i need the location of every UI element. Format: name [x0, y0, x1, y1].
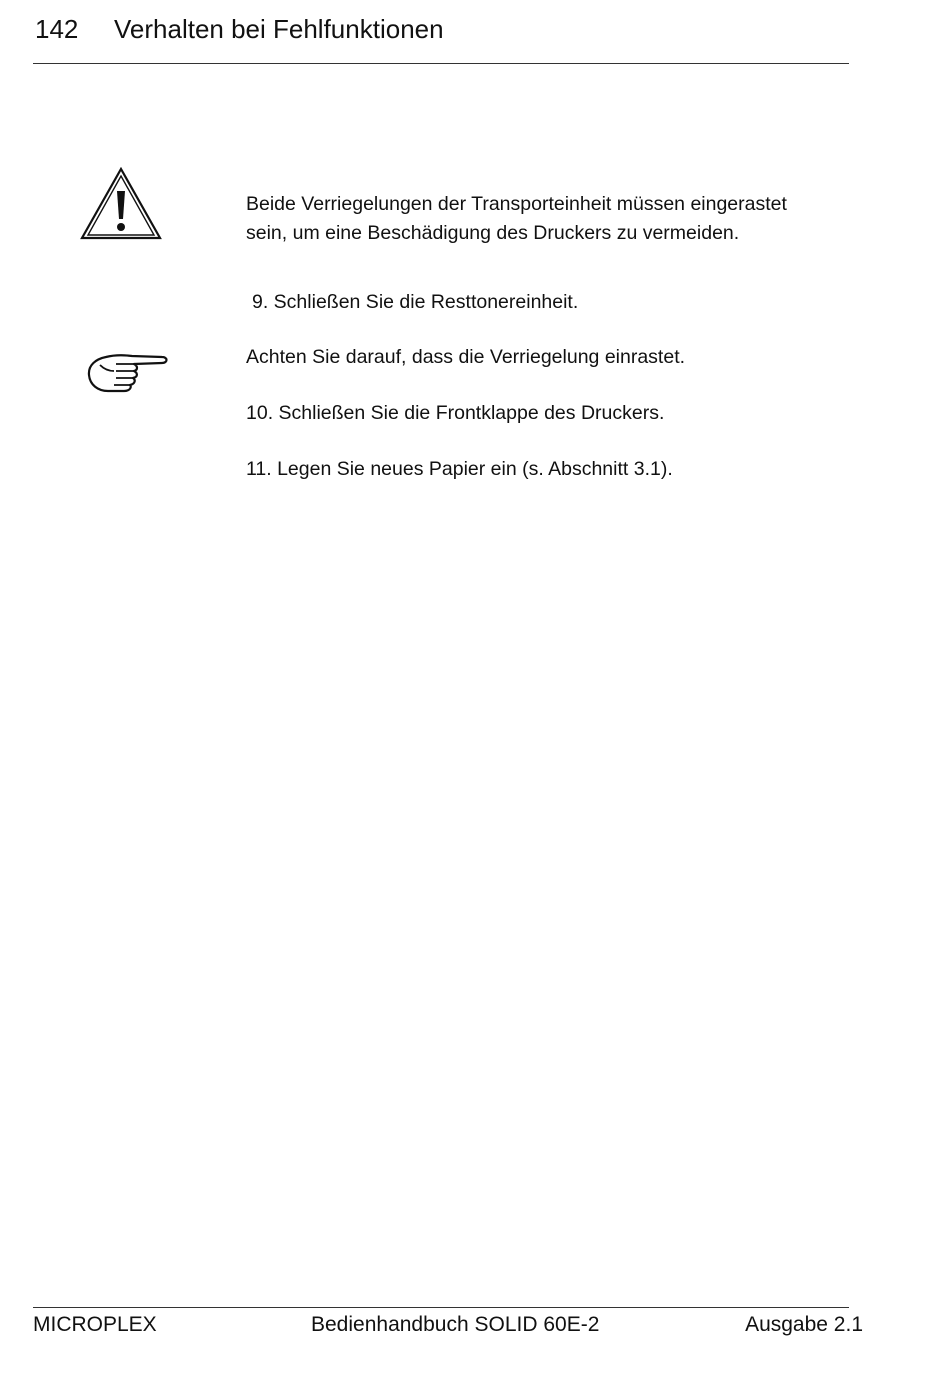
chapter-title: Verhalten bei Fehlfunktionen [114, 14, 444, 44]
page-number: 142 [35, 14, 79, 44]
warning-triangle-icon [80, 167, 162, 241]
footer-manual-title: Bedienhandbuch SOLID 60E-2 [311, 1313, 600, 1336]
page-header [33, 8, 849, 64]
note-message: Achten Sie darauf, dass die Verriegelung einrastet. [246, 346, 686, 368]
warning-line-2: sein, um eine Beschädigung des Druckers zu vermeiden. [246, 222, 740, 244]
page-footer [33, 1307, 863, 1347]
footer-edition: Ausgabe 2.1 [745, 1313, 863, 1336]
footer-brand: MICROPLEX [33, 1313, 157, 1336]
warning-message [246, 190, 787, 248]
step-10: 10. Schließen Sie die Frontklappe des Druckers. [246, 402, 665, 424]
step-11: 11. Legen Sie neues Papier ein (s. Abschnitt 3.1). [246, 458, 673, 480]
warning-line-1: Beide Verriegelungen der Transporteinheit müssen eingerastet [246, 193, 787, 215]
step-9: 9. Schließen Sie die Resttonereinheit. [252, 291, 579, 313]
footer-divider [33, 1307, 849, 1308]
pointing-hand-icon [86, 349, 170, 393]
header-divider [33, 63, 849, 64]
